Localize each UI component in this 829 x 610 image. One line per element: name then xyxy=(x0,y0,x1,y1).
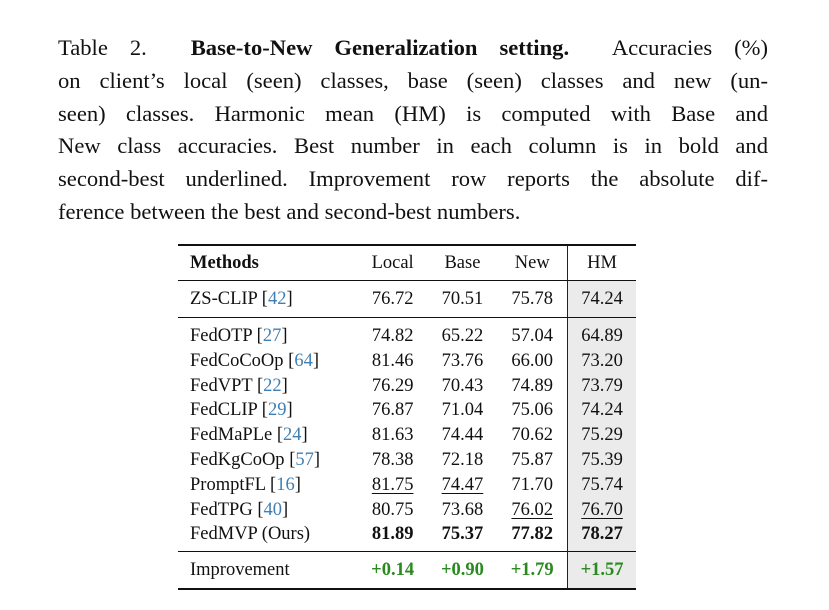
hm-cell: 73.20 xyxy=(568,349,636,374)
new-cell xyxy=(497,498,567,523)
table-row-fedvpt xyxy=(178,374,636,399)
improvement-base: +0.90 xyxy=(428,552,498,590)
new-cell: 57.04 xyxy=(511,326,554,346)
new-cell: 74.89 xyxy=(511,375,554,396)
header-local: Local xyxy=(358,245,428,281)
table-row-zs-clip xyxy=(178,281,636,318)
best-value: 81.89 xyxy=(371,524,414,545)
method-cell: FedKgCoOp [57] xyxy=(190,449,321,470)
hm-cell: 74.24 xyxy=(568,398,636,423)
base-cell: 65.22 xyxy=(441,326,484,346)
local-cell: 76.87 xyxy=(371,400,414,421)
method-cell: FedVPT [22] xyxy=(190,375,288,396)
method-name: Improvement xyxy=(178,552,358,590)
method-name: FedCoCoOp xyxy=(190,350,284,371)
hm-cell: 75.29 xyxy=(568,423,636,448)
second-best-value: 74.47 xyxy=(441,474,484,495)
caption-line-5: second-best underlined. Improvement row reports the absolute dif- xyxy=(58,166,768,192)
citation-link[interactable]: 64 xyxy=(294,350,313,371)
new-cell: 71.70 xyxy=(511,474,554,495)
base-cell: 70.43 xyxy=(441,375,484,396)
improvement-local: +0.14 xyxy=(358,552,428,590)
best-value: 77.82 xyxy=(511,524,554,545)
table-row-fedmaple xyxy=(178,423,636,448)
citation-link[interactable]: 42 xyxy=(267,289,287,309)
local-cell: 80.75 xyxy=(371,499,414,520)
method-cell: FedTPG [40] xyxy=(190,499,289,520)
method-cell: FedOTP [27] xyxy=(190,326,288,346)
table-row-fedclip xyxy=(178,398,636,423)
hm-cell: 73.79 xyxy=(568,374,636,399)
base-cell: 70.51 xyxy=(428,281,498,318)
citation-link[interactable]: 22 xyxy=(263,375,282,396)
table-row-fedtpg xyxy=(178,498,636,523)
best-value: 78.27 xyxy=(568,522,636,551)
citation-link[interactable]: 29 xyxy=(267,400,287,421)
method-cell: PromptFL [16] xyxy=(190,474,301,495)
table-row-fedotp xyxy=(178,318,636,349)
caption-line-6: ference between the best and second-best numbers. xyxy=(58,198,521,224)
caption-title: Base-to-New Generalization setting. xyxy=(190,35,570,60)
local-cell: 74.82 xyxy=(371,326,414,346)
table-row-fedcocoop xyxy=(178,349,636,374)
hm-cell: 74.24 xyxy=(568,281,636,318)
caption-label: Table 2. xyxy=(58,35,147,60)
hm-cell: 64.89 xyxy=(568,318,636,349)
citation-link[interactable]: 27 xyxy=(262,326,282,346)
base-cell: 73.76 xyxy=(441,350,484,371)
best-value: 75.37 xyxy=(441,524,484,545)
method-cell: ZS-CLIP [42] xyxy=(178,281,358,318)
caption-line-1 xyxy=(58,32,768,65)
new-cell: 70.62 xyxy=(511,425,554,446)
citation-link[interactable]: 16 xyxy=(276,474,295,495)
method-cell: FedCoCoOp [64] xyxy=(190,350,320,371)
method-name: FedMaPLe xyxy=(190,425,273,446)
header-base: Base xyxy=(428,245,498,281)
results-table xyxy=(178,244,636,590)
new-cell: 75.78 xyxy=(497,281,567,318)
method-name: PromptFL xyxy=(190,474,266,495)
table-row-fedmvp-ours xyxy=(178,522,636,551)
table-row-promptfl xyxy=(178,473,636,498)
method-name: FedTPG xyxy=(190,499,253,520)
second-best-value: 81.75 xyxy=(371,474,414,495)
header-methods: Methods xyxy=(178,245,358,281)
base-cell xyxy=(428,473,498,498)
local-cell xyxy=(358,473,428,498)
base-cell: 74.44 xyxy=(441,425,484,446)
method-name: FedKgCoOp xyxy=(190,449,285,470)
hm-cell xyxy=(568,498,636,523)
caption-text: Accuracies (%) xyxy=(611,35,768,60)
method-name: FedOTP xyxy=(190,326,253,346)
table-caption xyxy=(58,32,768,229)
new-cell: 75.87 xyxy=(511,449,554,470)
base-cell: 73.68 xyxy=(441,499,484,520)
header-new: New xyxy=(497,245,567,281)
table-header-row xyxy=(178,245,636,281)
improvement-new: +1.79 xyxy=(497,552,567,590)
citation-link[interactable]: 57 xyxy=(295,449,314,470)
base-cell: 72.18 xyxy=(441,449,484,470)
citation-link[interactable]: 24 xyxy=(283,425,302,446)
caption-line-2: on client’s local (seen) classes, base (seen) classes and new (un- xyxy=(58,67,768,93)
hm-cell: 75.74 xyxy=(568,473,636,498)
citation-link[interactable]: 40 xyxy=(263,499,282,520)
local-cell: 76.72 xyxy=(358,281,428,318)
method-name: FedCLIP xyxy=(190,400,258,421)
table-row-improvement xyxy=(178,552,636,590)
new-cell: 75.06 xyxy=(511,400,554,421)
method-cell: FedCLIP [29] xyxy=(190,400,293,421)
method-name: FedVPT xyxy=(190,375,253,396)
second-best-value: 76.70 xyxy=(581,499,623,520)
local-cell: 78.38 xyxy=(371,449,414,470)
local-cell: 81.46 xyxy=(371,350,414,371)
header-hm: HM xyxy=(568,245,636,281)
method-name: ZS-CLIP xyxy=(190,289,258,309)
table-row-fedkgcoop xyxy=(178,448,636,473)
method-name: FedMVP (Ours) xyxy=(190,524,311,545)
method-cell: FedMaPLe [24] xyxy=(190,425,308,446)
improvement-hm: +1.57 xyxy=(568,552,636,590)
hm-cell: 75.39 xyxy=(568,448,636,473)
local-cell: 81.63 xyxy=(371,425,414,446)
base-cell: 71.04 xyxy=(441,400,484,421)
local-cell: 76.29 xyxy=(371,375,414,396)
caption-line-3: seen) classes. Harmonic mean (HM) is computed with Base and xyxy=(58,100,768,126)
caption-line-4: New class accuracies. Best number in each column is in bold and xyxy=(58,133,768,159)
second-best-value: 76.02 xyxy=(511,499,554,520)
new-cell: 66.00 xyxy=(511,350,554,371)
